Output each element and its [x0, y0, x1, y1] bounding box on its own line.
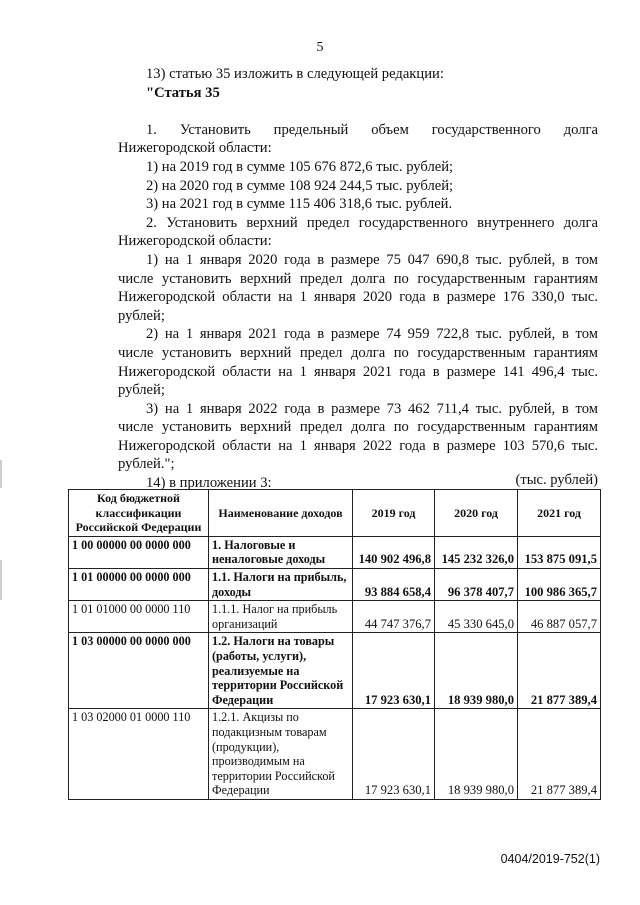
cell-2020: 145 232 326,0 [435, 536, 518, 568]
table-row [69, 568, 601, 600]
table-row [69, 709, 601, 800]
header-2019: 2019 год [353, 490, 435, 537]
page-number: 5 [316, 40, 324, 55]
paragraph-line: 1. Установить предельный объем государственного долга [146, 121, 598, 138]
cell-2021: 21 877 389,4 [518, 633, 601, 709]
cell-code: 1 01 01000 00 0000 110 [69, 601, 209, 633]
cell-code: 1 03 02000 01 0000 110 [69, 709, 209, 800]
header-name: Наименование доходов [209, 490, 353, 537]
cell-name: 1.1.1. Налог на прибыль организаций [209, 601, 353, 633]
cell-2021: 46 887 057,7 [518, 601, 601, 633]
cell-code: 1 03 00000 00 0000 000 [69, 633, 209, 709]
paragraph-line: 13) статью 35 изложить в следующей редакции: [146, 66, 444, 82]
article-title: "Статья 35 [146, 84, 220, 101]
paragraph-line: рублей."; [118, 456, 175, 473]
paragraph-line: Нижегородской области на 1 января 2020 года в размере 176 330,0 тыс. [118, 289, 598, 306]
cell-2019: 140 902 496,8 [353, 536, 435, 568]
header-2020: 2020 год [435, 490, 518, 537]
paragraph-line: рублей; [118, 382, 165, 399]
cell-name: 1.1. Налоги на прибыль, доходы [209, 568, 353, 600]
cell-2020: 96 378 407,7 [435, 568, 518, 600]
scan-edge-mark [0, 460, 2, 488]
table-row [69, 633, 601, 709]
units-label: (тыс. рублей) [515, 472, 598, 488]
cell-2019: 44 747 376,7 [353, 601, 435, 633]
paragraph-line: 2) на 1 января 2021 года в размере 74 959 722,8 тыс. рублей, в том [146, 326, 598, 343]
document-code: 0404/2019-752(1) [500, 852, 600, 866]
spacer [118, 102, 598, 121]
paragraph-line: 3) на 1 января 2022 года в размере 73 462 711,4 тыс. рублей, в том [146, 400, 598, 417]
paragraph-line: Нижегородской области на 1 января 2021 года в размере 141 496,4 тыс. [118, 363, 598, 380]
table-row [69, 536, 601, 568]
paragraph-line: 2. Установить верхний предел государственного внутреннего долга [146, 214, 598, 231]
cell-2019: 17 923 630,1 [353, 709, 435, 800]
cell-2020: 18 939 980,0 [435, 709, 518, 800]
header-code: Код бюджетной классификации Российской Федерации [69, 490, 209, 537]
cell-name: 1.2.1. Акцизы по подакцизным товарам (продукции), производимым на территории Российской Федерации [209, 709, 353, 800]
cell-2019: 93 884 658,4 [353, 568, 435, 600]
cell-code: 1 00 00000 00 0000 000 [69, 536, 209, 568]
paragraph-line: числе установить верхний предел долга по государственным гарантиям [118, 344, 598, 361]
scan-edge-mark [0, 560, 2, 600]
cell-2021: 153 875 091,5 [518, 536, 601, 568]
paragraph-line: 1) на 1 января 2020 года в размере 75 047 690,8 тыс. рублей, в том [146, 251, 598, 268]
cell-2021: 100 986 365,7 [518, 568, 601, 600]
paragraph-line: Нижегородской области: [118, 140, 272, 157]
paragraph-line: числе установить верхний предел долга по государственным гарантиям [118, 270, 598, 287]
body-text [118, 65, 598, 493]
paragraph-line: 2) на 2020 год в сумме 108 924 244,5 тыс. рублей; [146, 177, 454, 194]
cell-2021: 21 877 389,4 [518, 709, 601, 800]
header-2021: 2021 год [518, 490, 601, 537]
cell-2019: 17 923 630,1 [353, 633, 435, 709]
paragraph-line: числе установить верхний предел долга по государственным гарантиям [118, 419, 598, 436]
paragraph-line: Нижегородской области: [118, 233, 272, 250]
cell-2020: 45 330 645,0 [435, 601, 518, 633]
cell-2020: 18 939 980,0 [435, 633, 518, 709]
paragraph-line: рублей; [118, 307, 165, 324]
table-row [69, 601, 601, 633]
paragraph-line: 3) на 2021 год в сумме 115 406 318,6 тыс. рублей. [146, 196, 453, 213]
paragraph-line: 14) в приложении 3: [146, 475, 272, 492]
cell-name: 1.2. Налоги на товары (работы, услуги), реализуемые на территории Российской Федерации [209, 633, 353, 709]
paragraph-line: Нижегородской области на 1 января 2022 года в размере 103 570,6 тыс. [118, 437, 598, 454]
budget-table [68, 489, 601, 800]
table-header-row [69, 490, 601, 537]
paragraph-line: 1) на 2019 год в сумме 105 676 872,6 тыс. рублей; [146, 158, 454, 175]
cell-name: 1. Налоговые и неналоговые доходы [209, 536, 353, 568]
cell-code: 1 01 00000 00 0000 000 [69, 568, 209, 600]
